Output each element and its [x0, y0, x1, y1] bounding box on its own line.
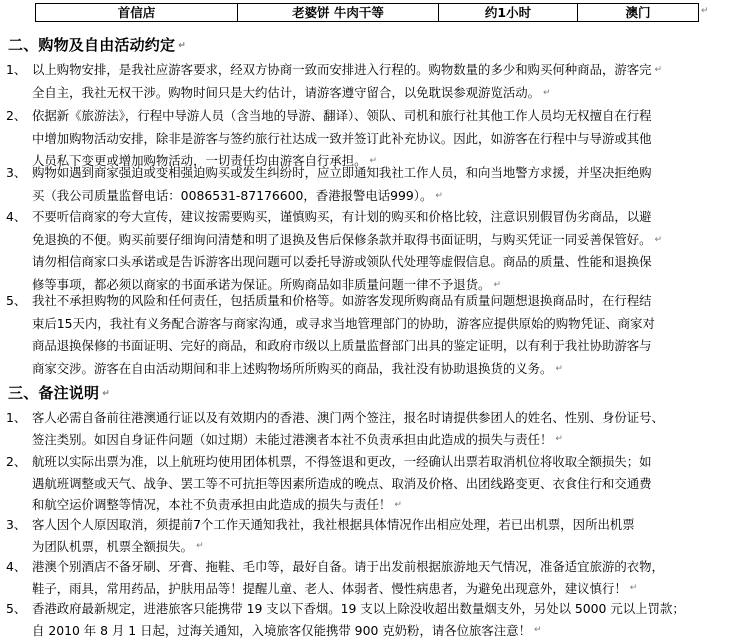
list-item: [6, 407, 731, 450]
item-text: 人员私下变更或增加购物活动，一切责任均由游客自行承担。: [32, 153, 367, 169]
item-text: 以上购物安排，是我社应游客要求，经双方协商一致而安排进入行程的。购物数量的多少和购买何种商品，游客完: [32, 62, 652, 77]
paragraph-mark-icon: ↵: [493, 279, 501, 290]
item-text: 签注类别。如因自身证件问题（如过期）未能过港澳者本社不负责承担由此造成的损失与责任！: [32, 431, 553, 447]
item-text: 客人因个人原因取消，须提前7个工作天通知我社，我社根据具体情况作出相应处理，若已出机票，因所出机票: [32, 517, 635, 532]
section-title: 三、备注说明: [8, 384, 100, 402]
item-text: 束后15天内，我社有义务配合游客与商家沟通，或寻求当地管理部门的协助，游客应提供原始的购物凭证、商家对: [32, 315, 655, 331]
list-item: [6, 514, 731, 557]
table-row: [36, 4, 699, 22]
item-number: 3、: [6, 165, 27, 180]
item-text: 为团队机票，机票全额损失。: [32, 538, 194, 554]
item-text: 请勿相信商家口头承诺或是告诉游客出现问题可以委托导游或领队代处理等虚假信息。商品的质量、性能和退换保: [32, 254, 652, 270]
list-item: [6, 59, 731, 104]
section-heading-shopping: [8, 35, 186, 56]
item-number: 1、: [6, 410, 27, 425]
paragraph-mark-icon: ↵: [102, 388, 110, 399]
paragraph-mark-icon: ↵: [435, 190, 443, 201]
paragraph-mark-icon: ↵: [369, 156, 378, 167]
item-text: 香港政府最新规定，进港旅客只能携带 19 支以下香烟。19 支以上除没收超出数量烟支外，另处以 5000 元以上罚款；: [32, 601, 685, 616]
item-text: 自 2010 年 8 月 1 日起，过海关通知，入境旅客仅能携带 900 克奶粉，请各位旅客注意！: [32, 622, 531, 638]
item-text: 和航空运价调整等情况，本社不负责承担由此造成的损失与责任！: [32, 497, 392, 513]
item-text: 我社不承担购物的风险和任何责任，包括质量和价格等。如游客发现所购商品有质量问题想退换商品时，在行程结: [32, 293, 652, 308]
list-item: [6, 598, 731, 641]
paragraph-mark-icon: ↵: [196, 541, 204, 552]
paragraph-mark-icon: ↵: [394, 499, 402, 510]
item-number: 2、: [6, 108, 27, 123]
item-text: 免退换的不便。购买前要仔细询问清楚和明了退换及售后保修条款并取得书面证明，与购买凭证一同妥善保管好。: [32, 231, 652, 247]
shopping-schedule-table: [35, 3, 699, 22]
paragraph-mark-icon: ↵: [555, 434, 563, 445]
list-item: [6, 162, 731, 207]
item-text: 客人必需自备前往港澳通行证以及有效期内的香港、澳门两个签注，报名时请提供参团人的姓名、性别、身份证号、: [32, 410, 664, 425]
section-heading-notes: [8, 383, 110, 404]
item-number: 5、: [6, 601, 27, 616]
item-number: 5、: [6, 293, 27, 308]
paragraph-mark-icon: ↵: [543, 87, 551, 98]
item-text: 航班以实际出票为准，以上航班均使用团体机票，不得签退和更改，一经确认出票若取消机位将收取全额损失；如: [32, 454, 652, 469]
paragraph-mark-icon: ↵: [629, 583, 638, 594]
list-item: [6, 206, 731, 296]
item-text: 商家交涉。游客在自由活动期间和非上述购物场所所购买的商品，我社没有协助退换货的义务。: [32, 360, 553, 376]
item-text: 购物如遇到商家强迫或变相强迫购买或发生纠纷时，应立即通知我社工作人员，和向当地警方求援，并坚决拒绝购: [32, 165, 652, 180]
table-cell-shop: 首信店: [36, 4, 238, 22]
item-text: 依据新《旅游法》，行程中导游人员（含当地的导游、翻译）、领队、司机和旅行社其他工作人员均无权擅自在行程: [32, 108, 652, 123]
item-number: 3、: [6, 517, 27, 532]
table-cell-products: 老婆饼 牛肉干等: [238, 4, 439, 22]
item-text: 中增加购物活动安排，除非是游客与签约旅行社达成一致并签订此补充协议。因此，如游客在行程中与导游或其他: [32, 130, 652, 146]
table-cell-location: 澳门: [578, 4, 699, 22]
item-text: 不要听信商家的夸大宣传，建议按需要购买，谨慎购买，有计划的购买和价格比较，注意识别假冒伪劣商品，以避: [32, 209, 652, 224]
item-text: 鞋子，雨具，常用药品，护肤用品等！提醒儿童、老人、体弱者、慢性病患者，为避免出现意外，建议慎行！: [32, 580, 627, 596]
table-cell-duration: 约1小时: [439, 4, 578, 22]
paragraph-mark-icon: ↵: [178, 40, 186, 51]
item-number: 4、: [6, 209, 27, 224]
item-text: 港澳个别酒店不备牙刷、牙膏、拖鞋、毛巾等，最好自备。请于出发前根据旅游地天气情况，准备适宜旅游的衣物，: [32, 559, 664, 574]
item-number: 2、: [6, 454, 27, 469]
list-item: [6, 556, 731, 599]
list-item: [6, 290, 731, 380]
item-text: 修等事项，都必须以商家的书面承诺为保证。所购商品如非质量问题一律不予退货。: [32, 276, 491, 292]
item-text: 遇航班调整或天气、战争、罢工等不可抗拒等因素所造成的晚点、取消及价格、出团线路变更、衣食住行和交通费: [32, 475, 652, 491]
paragraph-mark-icon: ↵: [533, 625, 542, 636]
item-number: 4、: [6, 559, 27, 574]
item-text: 商品退换保修的书面证明、完好的商品，和政府市级以上质量监督部门出具的鉴定证明，以有利于我社协助游客与: [32, 338, 652, 354]
paragraph-mark-icon: ↵: [701, 6, 709, 16]
list-item: [6, 451, 731, 516]
paragraph-mark-icon: ↵: [654, 234, 663, 245]
item-text: 全自主，我社无权干涉。购物时间只是大约估计，请游客遵守留合，以免耽误参观游览活动。: [32, 84, 541, 100]
item-text: 买（我公司质量监督电话：0086531-87176600，香港报警电话999）。: [32, 187, 433, 203]
item-number: 1、: [6, 62, 27, 77]
section-title: 二、购物及自由活动约定: [8, 36, 176, 54]
paragraph-mark-icon: ↵: [654, 65, 663, 76]
paragraph-mark-icon: ↵: [555, 363, 563, 374]
